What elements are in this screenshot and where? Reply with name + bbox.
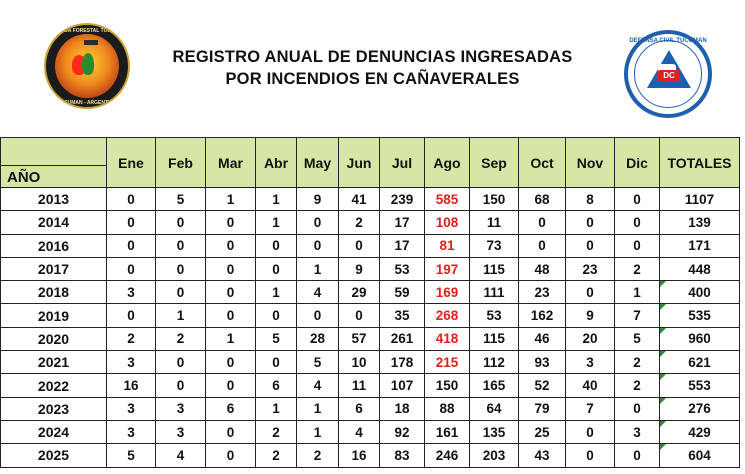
- total-cell: 621: [660, 351, 740, 374]
- month-cell: 7: [615, 304, 660, 327]
- table-row: [1, 257, 740, 280]
- month-cell: 111: [470, 281, 519, 304]
- month-cell: 5: [156, 188, 206, 211]
- month-cell: 1: [256, 188, 297, 211]
- column-header-feb: Feb: [156, 138, 206, 188]
- month-cell: 3: [615, 420, 660, 443]
- month-cell: 68: [519, 188, 566, 211]
- month-cell: 73: [470, 234, 519, 257]
- year-cell: 2013: [1, 188, 107, 211]
- month-cell: 0: [206, 374, 256, 397]
- month-cell: 215: [425, 351, 470, 374]
- month-cell: 169: [425, 281, 470, 304]
- month-cell: 161: [425, 420, 470, 443]
- month-cell: 0: [615, 211, 660, 234]
- month-cell: 0: [297, 304, 339, 327]
- month-cell: 0: [256, 351, 297, 374]
- month-cell: 418: [425, 327, 470, 350]
- report-title: [140, 46, 605, 90]
- year-cell: 2017: [1, 257, 107, 280]
- month-cell: 150: [470, 188, 519, 211]
- table-row: [1, 304, 740, 327]
- month-cell: 57: [339, 327, 380, 350]
- month-cell: 2: [615, 257, 660, 280]
- table-row: [1, 234, 740, 257]
- month-cell: 0: [339, 304, 380, 327]
- month-cell: 4: [297, 281, 339, 304]
- total-cell: 276: [660, 397, 740, 420]
- month-cell: 3: [156, 397, 206, 420]
- month-cell: 28: [297, 327, 339, 350]
- year-cell: 2016: [1, 234, 107, 257]
- month-cell: 8: [566, 188, 615, 211]
- month-cell: 40: [566, 374, 615, 397]
- month-cell: 115: [470, 257, 519, 280]
- month-cell: 108: [425, 211, 470, 234]
- month-cell: 0: [519, 211, 566, 234]
- month-cell: 0: [206, 420, 256, 443]
- month-cell: 1: [206, 188, 256, 211]
- column-header-ago: Ago: [425, 138, 470, 188]
- month-cell: 6: [256, 374, 297, 397]
- total-cell: 171: [660, 234, 740, 257]
- month-cell: 59: [380, 281, 425, 304]
- month-cell: 1: [156, 304, 206, 327]
- brigada-forestal-logo: [44, 23, 130, 109]
- month-cell: 1: [256, 211, 297, 234]
- month-cell: 585: [425, 188, 470, 211]
- month-cell: 17: [380, 234, 425, 257]
- month-cell: 16: [339, 444, 380, 467]
- total-cell: 400: [660, 281, 740, 304]
- month-cell: 197: [425, 257, 470, 280]
- month-cell: 0: [156, 257, 206, 280]
- month-cell: 0: [107, 257, 156, 280]
- year-cell: 2022: [1, 374, 107, 397]
- year-cell: 2019: [1, 304, 107, 327]
- month-cell: 0: [615, 397, 660, 420]
- month-cell: 2: [256, 420, 297, 443]
- month-cell: 0: [107, 304, 156, 327]
- month-cell: 5: [107, 444, 156, 467]
- column-header-jul: Jul: [380, 138, 425, 188]
- column-header-jun: Jun: [339, 138, 380, 188]
- total-cell: 535: [660, 304, 740, 327]
- month-cell: 0: [566, 444, 615, 467]
- month-cell: 0: [107, 234, 156, 257]
- month-cell: 92: [380, 420, 425, 443]
- year-cell: 2025: [1, 444, 107, 467]
- column-header-sep: Sep: [470, 138, 519, 188]
- month-cell: 17: [380, 211, 425, 234]
- month-cell: 5: [615, 327, 660, 350]
- month-cell: 1: [256, 281, 297, 304]
- month-cell: 1: [297, 420, 339, 443]
- month-cell: 4: [297, 374, 339, 397]
- month-cell: 0: [297, 211, 339, 234]
- month-cell: 35: [380, 304, 425, 327]
- table-row: [1, 327, 740, 350]
- month-cell: 2: [615, 351, 660, 374]
- month-cell: 4: [339, 420, 380, 443]
- month-cell: 0: [206, 257, 256, 280]
- month-cell: 46: [519, 327, 566, 350]
- month-cell: 64: [470, 397, 519, 420]
- month-cell: 4: [156, 444, 206, 467]
- column-header-mar: Mar: [206, 138, 256, 188]
- logo-left-top-text: BRIGADA FORESTAL TUCUMAN: [48, 28, 126, 34]
- month-cell: 0: [566, 211, 615, 234]
- table-row: [1, 420, 740, 443]
- month-cell: 7: [566, 397, 615, 420]
- month-cell: 1: [206, 327, 256, 350]
- dc-badge: DC: [658, 70, 680, 82]
- table-row: [1, 188, 740, 211]
- month-cell: 3: [107, 281, 156, 304]
- month-cell: 0: [256, 234, 297, 257]
- table-row: [1, 397, 740, 420]
- month-cell: 0: [519, 234, 566, 257]
- month-cell: 43: [519, 444, 566, 467]
- month-cell: 0: [107, 188, 156, 211]
- month-cell: 0: [256, 257, 297, 280]
- total-cell: 604: [660, 444, 740, 467]
- table-row: [1, 351, 740, 374]
- title-line-1: REGISTRO ANUAL DE DENUNCIAS INGRESADAS: [172, 48, 573, 66]
- month-cell: 1: [256, 397, 297, 420]
- total-cell: 448: [660, 257, 740, 280]
- month-cell: 1: [297, 257, 339, 280]
- total-cell: 553: [660, 374, 740, 397]
- month-cell: 0: [256, 304, 297, 327]
- month-cell: 0: [206, 234, 256, 257]
- month-cell: 11: [470, 211, 519, 234]
- table-row: [1, 211, 740, 234]
- month-cell: 2: [156, 327, 206, 350]
- table-row: [1, 374, 740, 397]
- month-cell: 52: [519, 374, 566, 397]
- month-cell: 2: [107, 327, 156, 350]
- month-cell: 3: [107, 351, 156, 374]
- month-cell: 11: [339, 374, 380, 397]
- month-cell: 0: [566, 281, 615, 304]
- month-cell: 79: [519, 397, 566, 420]
- month-cell: 0: [206, 281, 256, 304]
- month-cell: 150: [425, 374, 470, 397]
- month-cell: 0: [156, 374, 206, 397]
- month-cell: 3: [566, 351, 615, 374]
- total-cell: 429: [660, 420, 740, 443]
- month-cell: 0: [156, 211, 206, 234]
- month-cell: 0: [339, 234, 380, 257]
- month-cell: 53: [380, 257, 425, 280]
- month-cell: 9: [297, 188, 339, 211]
- year-cell: 2020: [1, 327, 107, 350]
- total-cell: 960: [660, 327, 740, 350]
- column-header-label: AÑO: [1, 165, 106, 187]
- year-cell: 2018: [1, 281, 107, 304]
- month-cell: 0: [615, 188, 660, 211]
- table-row: [1, 281, 740, 304]
- month-cell: 0: [615, 444, 660, 467]
- title-line-2: POR INCENDIOS EN CAÑAVERALES: [225, 70, 520, 88]
- table-row: [1, 444, 740, 467]
- month-cell: 0: [297, 234, 339, 257]
- month-cell: 107: [380, 374, 425, 397]
- month-cell: 135: [470, 420, 519, 443]
- month-cell: 0: [156, 351, 206, 374]
- month-cell: 178: [380, 351, 425, 374]
- month-cell: 10: [339, 351, 380, 374]
- year-cell: 2014: [1, 211, 107, 234]
- month-cell: 0: [156, 234, 206, 257]
- column-header-ene: Ene: [107, 138, 156, 188]
- month-cell: 81: [425, 234, 470, 257]
- month-cell: 53: [470, 304, 519, 327]
- defensa-civil-logo: [624, 30, 712, 118]
- month-cell: 2: [256, 444, 297, 467]
- table-header: [1, 138, 740, 188]
- month-cell: 3: [107, 397, 156, 420]
- month-cell: 0: [206, 444, 256, 467]
- month-cell: 41: [339, 188, 380, 211]
- month-cell: 2: [297, 444, 339, 467]
- month-cell: 0: [107, 211, 156, 234]
- month-cell: 9: [339, 257, 380, 280]
- month-cell: 20: [566, 327, 615, 350]
- month-cell: 5: [256, 327, 297, 350]
- month-cell: 16: [107, 374, 156, 397]
- month-cell: 165: [470, 374, 519, 397]
- month-cell: 239: [380, 188, 425, 211]
- month-cell: 3: [107, 420, 156, 443]
- year-cell: 2024: [1, 420, 107, 443]
- month-cell: 162: [519, 304, 566, 327]
- month-cell: 261: [380, 327, 425, 350]
- month-cell: 0: [206, 304, 256, 327]
- total-cell: 1107: [660, 188, 740, 211]
- tree-icon: [82, 53, 94, 75]
- month-cell: 5: [297, 351, 339, 374]
- column-header-may: May: [297, 138, 339, 188]
- column-header-totales: TOTALES: [660, 138, 740, 188]
- month-cell: 0: [206, 351, 256, 374]
- logo-left-bottom-text: TUCUMAN - ARGENTINA: [57, 100, 117, 106]
- logo-right-text: DEFENSA CIVIL TUCUMAN: [629, 38, 707, 44]
- denuncias-table: [0, 137, 740, 468]
- table-body: [1, 188, 740, 468]
- month-cell: 3: [156, 420, 206, 443]
- month-cell: 83: [380, 444, 425, 467]
- month-cell: 93: [519, 351, 566, 374]
- column-header-dic: Dic: [615, 138, 660, 188]
- month-cell: 48: [519, 257, 566, 280]
- year-cell: 2021: [1, 351, 107, 374]
- month-cell: 0: [566, 234, 615, 257]
- month-cell: 29: [339, 281, 380, 304]
- month-cell: 268: [425, 304, 470, 327]
- month-cell: 203: [470, 444, 519, 467]
- month-cell: 2: [339, 211, 380, 234]
- month-cell: 0: [206, 211, 256, 234]
- month-cell: 112: [470, 351, 519, 374]
- column-header-anio: [1, 138, 107, 188]
- column-header-oct: Oct: [519, 138, 566, 188]
- month-cell: 0: [156, 281, 206, 304]
- month-cell: 18: [380, 397, 425, 420]
- month-cell: 0: [615, 234, 660, 257]
- month-cell: 25: [519, 420, 566, 443]
- column-header-nov: Nov: [566, 138, 615, 188]
- month-cell: 6: [339, 397, 380, 420]
- month-cell: 9: [566, 304, 615, 327]
- helicopter-icon: [84, 40, 98, 45]
- month-cell: 0: [566, 420, 615, 443]
- year-cell: 2023: [1, 397, 107, 420]
- month-cell: 6: [206, 397, 256, 420]
- month-cell: 1: [297, 397, 339, 420]
- month-cell: 1: [615, 281, 660, 304]
- report-header: [0, 0, 745, 137]
- month-cell: 23: [519, 281, 566, 304]
- month-cell: 23: [566, 257, 615, 280]
- month-cell: 88: [425, 397, 470, 420]
- total-cell: 139: [660, 211, 740, 234]
- month-cell: 115: [470, 327, 519, 350]
- month-cell: 2: [615, 374, 660, 397]
- month-cell: 246: [425, 444, 470, 467]
- column-header-abr: Abr: [256, 138, 297, 188]
